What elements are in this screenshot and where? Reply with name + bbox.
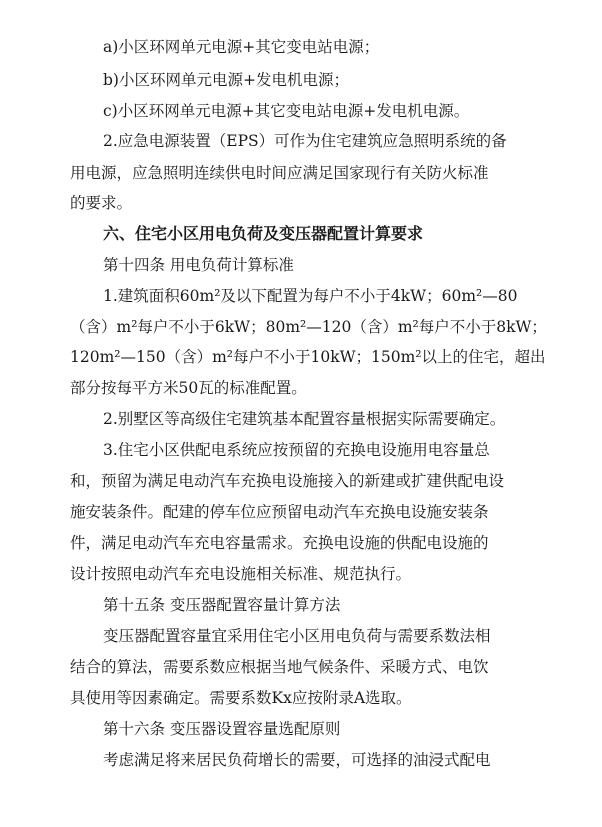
charging-paragraph-line3: 施安装条件。配建的停车位应预留电动汽车充换电设施安装条: [70, 503, 489, 521]
load-standard-line2: （含）m²每户不小于6kW；80m²—120（含）m²每户不小于8kW；: [70, 318, 547, 336]
selection-principle-line1: 考虑满足将来居民负荷增长的需要，可选择的油浸式配电: [103, 751, 491, 769]
charging-paragraph-line1: 3.住宅小区供配电系统应按预留的充换电设施用电容量总: [103, 441, 490, 459]
paragraph-eps-line1: 2.应急电源装置（EPS）可作为住宅建筑应急照明系统的备: [103, 132, 507, 150]
transformer-method-line3: 具使用等因素确定。需要系数Kx应按附录A选取。: [70, 689, 412, 707]
article-15-title: 第十五条 变压器配置容量计算方法: [103, 596, 341, 614]
article-16-title: 第十六条 变压器设置容量选配原则: [103, 720, 341, 738]
option-c-text: c)小区环网单元电源+其它变电站电源+发电机电源。: [103, 102, 470, 120]
article-14-title: 第十四条 用电负荷计算标准: [103, 256, 294, 274]
paragraph-eps-line3: 的要求。: [70, 194, 133, 212]
load-standard-line3: 120m²—150（含）m²每户不小于10kW；150m²以上的住宅，超出: [70, 348, 546, 366]
charging-paragraph-line2: 和，预留为满足电动汽车充换电设施接入的新建或扩建供配电设: [70, 472, 505, 490]
charging-paragraph-line5: 设计按照电动汽车充电设施相关标准、规范执行。: [70, 565, 412, 583]
transformer-method-line1: 变压器配置容量宜采用住宅小区用电负荷与需要系数法相: [103, 627, 491, 645]
section-heading: 六、住宅小区用电负荷及变压器配置计算要求: [103, 224, 424, 243]
villa-paragraph: 2.别墅区等高级住宅建筑基本配置容量根据实际需要确定。: [103, 410, 506, 428]
load-standard-line4: 部分按每平方米50瓦的标准配置。: [70, 379, 307, 397]
option-b-text: b)小区环网单元电源+发电机电源；: [103, 71, 349, 89]
paragraph-eps-line2: 用电源，应急照明连续供电时间应满足国家现行有关防火标准: [70, 164, 489, 182]
option-a-text: a)小区环网单元电源+其它变电站电源；: [103, 38, 380, 56]
charging-paragraph-line4: 件，满足电动汽车充电容量需求。充换电设施的供配电设施的: [70, 534, 489, 552]
transformer-method-line2: 结合的算法，需要系数应根据当地气候条件、采暖方式、电饮: [70, 658, 489, 676]
load-standard-line1: 1.建筑面积60m²及以下配置为每户不小于4kW；60m²—80: [103, 287, 518, 305]
